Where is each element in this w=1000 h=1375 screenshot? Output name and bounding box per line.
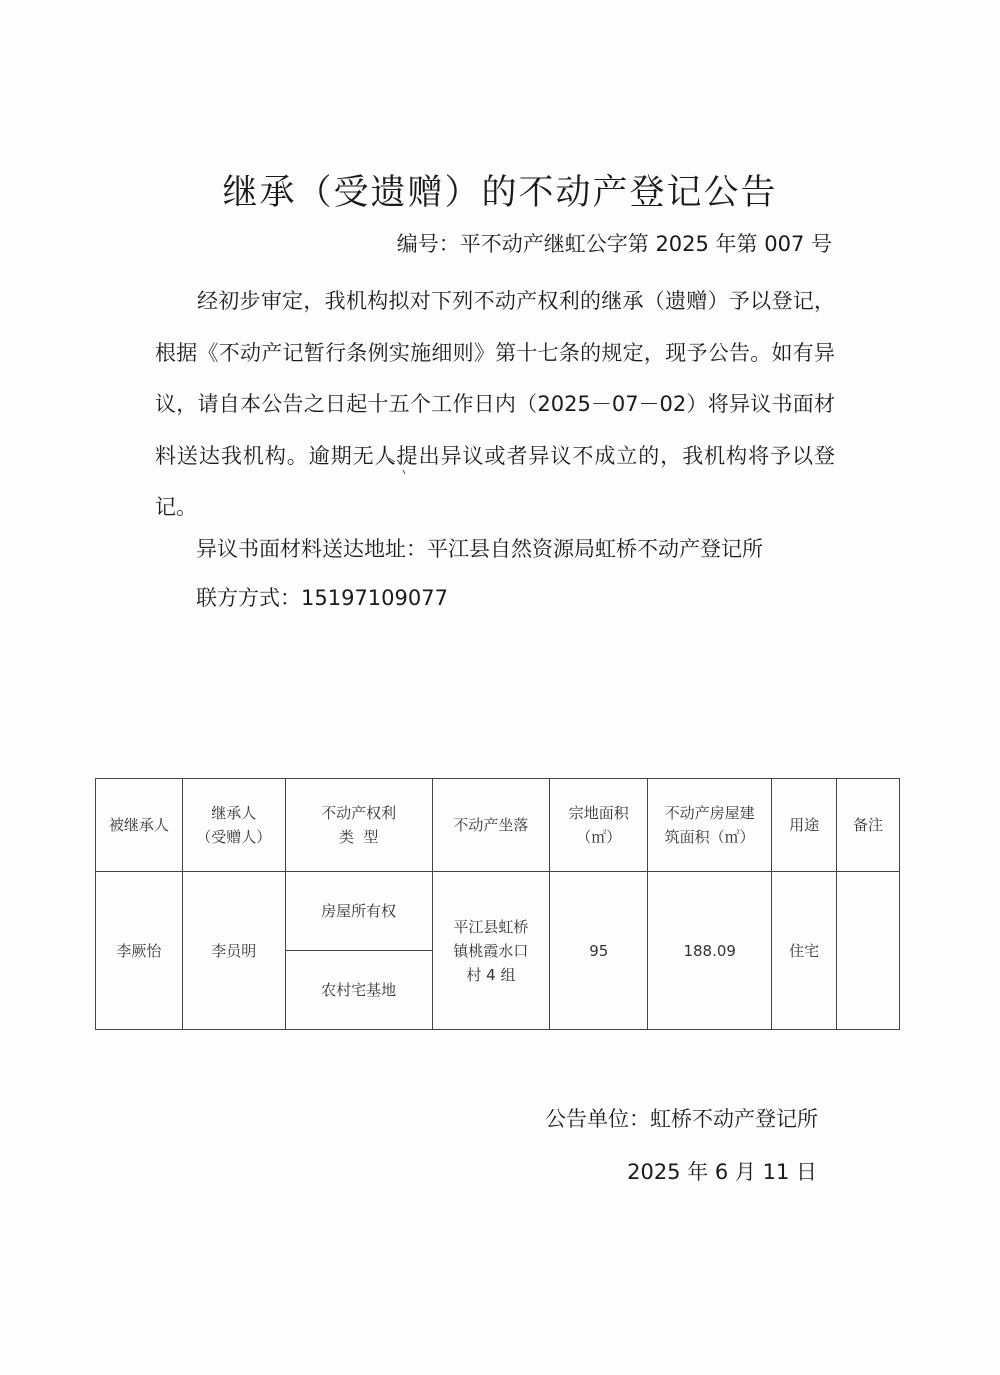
header-building-area-line1: 不动产房屋建 (664, 804, 755, 822)
header-heir-line2: （受赠人） (196, 828, 272, 846)
cell-right-type-2: 农村宅基地 (285, 951, 432, 1030)
header-remarks: 备注 (837, 779, 900, 872)
cell-location-line1: 平江县虹桥 (453, 917, 529, 936)
header-decedent: 被继承人 (96, 779, 183, 872)
issuing-unit: 公告单位：虹桥不动产登记所 (545, 1107, 818, 1131)
notice-title: 继承（受遗赠）的不动产登记公告 (222, 173, 778, 213)
document-number: 编号：平不动产继虹公字第 2025 年第 007 号 (396, 232, 832, 256)
header-land-area (550, 779, 648, 872)
cell-location-line2: 镇桃霞水口 (453, 941, 529, 960)
notice-body: 经初步审定，我机构拟对下列不动产权利的继承（遗赠）予以登记，根据《不动产记暂行条例实施细则》第十七条的规定，现予公告。如有异议，请自本公告之日起十五个工作日内（2025－07－02）将异议书面材料送达我机构。逾期无人提出异议或者异议不成立的，我机构将予以登记。 (155, 289, 835, 519)
cell-building-area: 188.09 (648, 872, 772, 1030)
header-building-area (648, 779, 772, 872)
cell-decedent: 李厥怡 (96, 872, 183, 1030)
property-table (95, 778, 900, 1030)
header-right-type (285, 779, 432, 872)
cell-right-type-1: 房屋所有权 (285, 872, 432, 951)
header-usage: 用途 (772, 779, 837, 872)
objection-address: 异议书面材料送达地址：平江县自然资源局虹桥不动产登记所 (196, 537, 763, 561)
header-land-area-line1: 宗地面积 (568, 804, 629, 822)
cell-location (432, 872, 550, 1030)
scan-mark-icon (383, 452, 413, 482)
table-header-row (96, 779, 900, 872)
cell-usage: 住宅 (772, 872, 837, 1030)
table-row (96, 872, 900, 951)
header-location: 不动产坐落 (432, 779, 550, 872)
header-right-type-line2: 类 型 (338, 828, 379, 846)
cell-land-area: 95 (550, 872, 648, 1030)
contact-info: 联方方式：15197109077 (196, 586, 448, 610)
cell-heir: 李员明 (182, 872, 285, 1030)
header-building-area-line2: 筑面积（㎡） (664, 828, 755, 846)
header-right-type-line1: 不动产权利 (321, 804, 397, 822)
cell-remarks (837, 872, 900, 1030)
cell-location-line3: 村 4 组 (466, 965, 516, 984)
issue-date: 2025 年 6 月 11 日 (627, 1160, 817, 1184)
header-land-area-line2: （㎡） (576, 828, 622, 846)
header-heir-line1: 继承人 (211, 804, 257, 822)
header-heir (182, 779, 285, 872)
